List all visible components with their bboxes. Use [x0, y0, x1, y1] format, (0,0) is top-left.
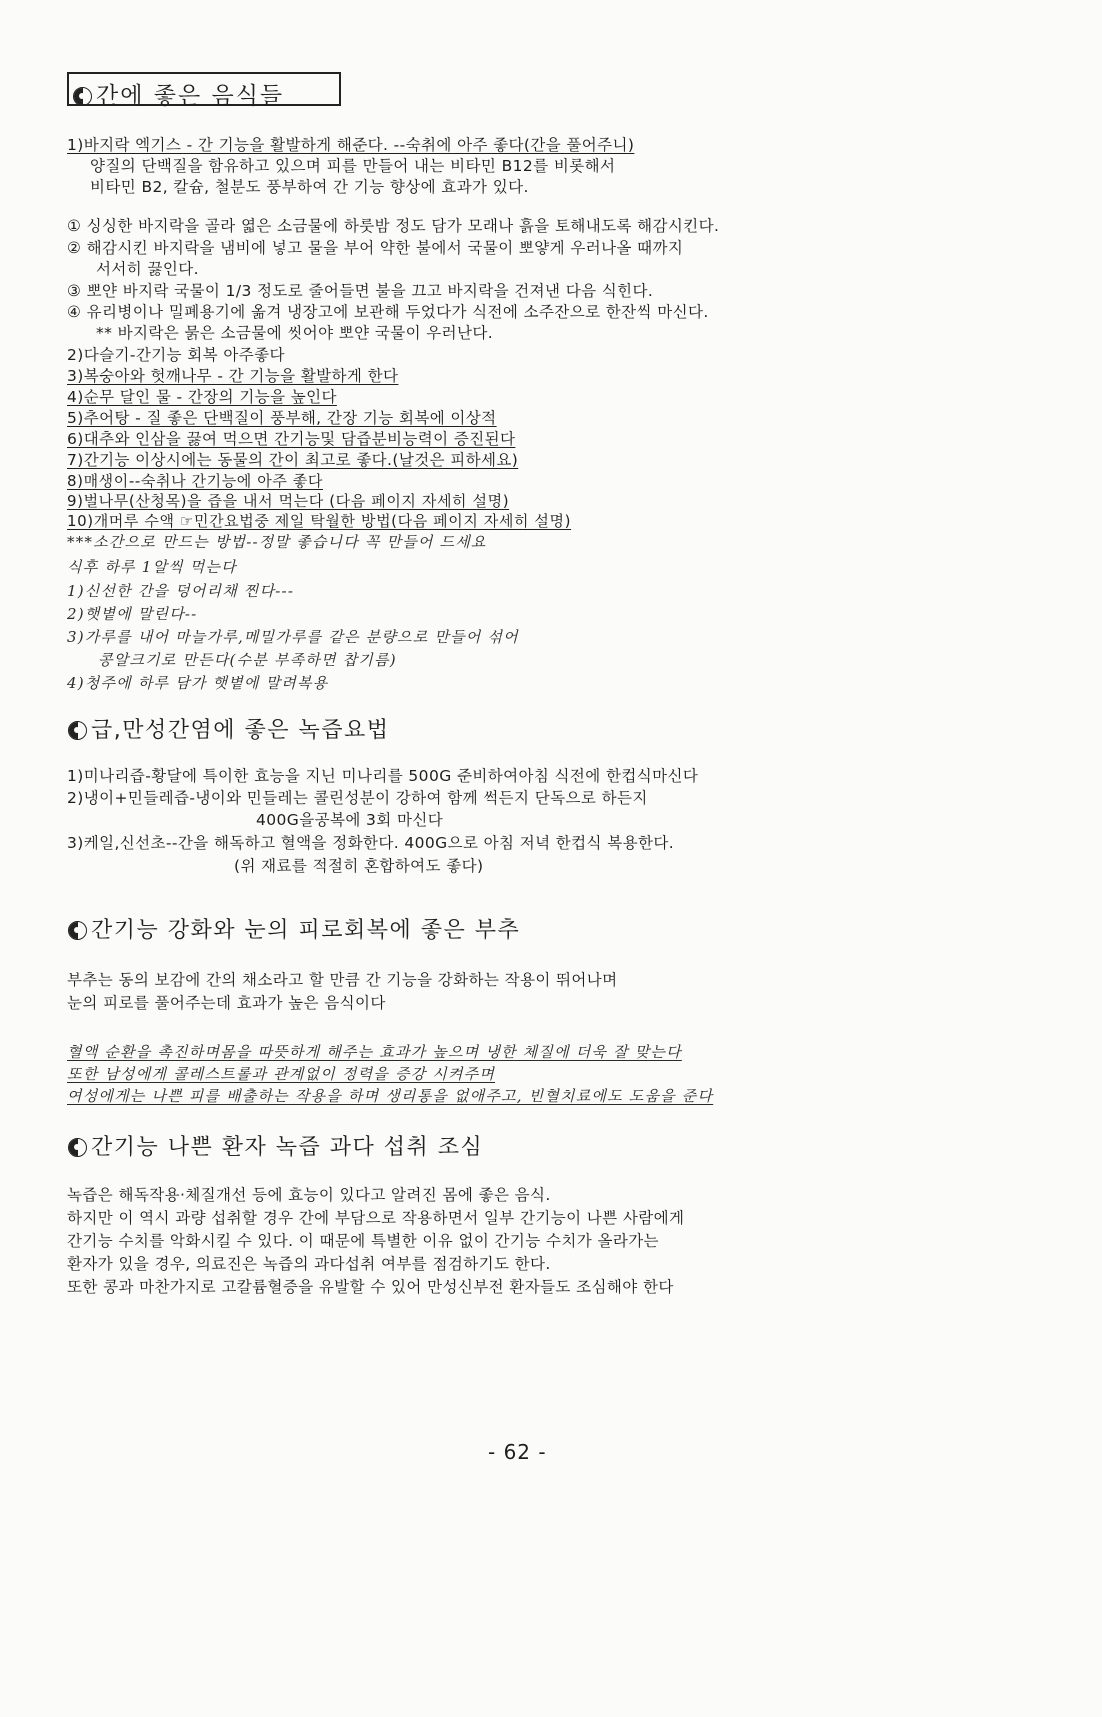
text-line: ③ 뽀얀 바지락 국물이 1/3 정도로 줄어들면 불을 끄고 바지락을 건져낸 다음 식힌다.: [67, 282, 654, 300]
text-line: 녹즙은 해독작용·체질개선 등에 효능이 있다고 알려진 몸에 좋은 음식.: [67, 1186, 551, 1204]
handwritten-line: 1)신선한 간을 덩어리채 찐다---: [67, 582, 295, 600]
yin-yang-icon: [68, 921, 87, 940]
text-line: ④ 유리병이나 밀폐용기에 옮겨 냉장고에 보관해 두었다가 식전에 소주잔으로 한잔씩 마신다.: [67, 303, 709, 321]
text-line: ② 해감시킨 바지락을 냄비에 넣고 물을 부어 약한 불에서 국물이 뽀얗게 우러나올 때까지: [67, 239, 684, 257]
text-line: 3)케일,신선초--간을 해독하고 혈액을 정화한다. 400G으로 아침 저녁 한컵식 복용한다.: [67, 834, 675, 852]
text-line: 하지만 이 역시 과량 섭취할 경우 간에 부담으로 작용하면서 일부 간기능이 나쁜 사람에게: [67, 1209, 685, 1227]
text-line: ① 싱싱한 바지락을 골라 엷은 소금물에 하룻밤 정도 담가 모래나 흙을 토해내도록 해감시킨다.: [67, 217, 720, 235]
text-line: 비타민 B2, 칼슘, 철분도 풍부하여 간 기능 향상에 효과가 있다.: [90, 178, 529, 196]
text-line: 10)개머루 수액 ☞민간요법중 제일 탁월한 방법(다음 페이지 자세히 설명): [67, 512, 572, 530]
handwritten-line: 3)가루를 내어 마늘가루,메밀가루를 같은 분량으로 만들어 섞어: [67, 628, 519, 646]
text-line: 눈의 피로를 풀어주는데 효과가 높은 음식이다: [67, 994, 386, 1012]
text-line: 1)미나리즙-황달에 특이한 효능을 지닌 미나리를 500G 준비하여아침 식전에 한컵식마신다: [67, 767, 699, 785]
text-line: (위 재료를 적절히 혼합하여도 좋다): [234, 857, 484, 875]
text-line: 3)복숭아와 헛깨나무 - 간 기능을 활발하게 한다: [67, 367, 399, 385]
text-line: 5)추어탕 - 질 좋은 단백질이 풍부해, 간장 기능 회복에 이상적: [67, 409, 497, 427]
section-heading: 간기능 나쁜 환자 녹즙 과다 섭취 조심: [68, 1130, 483, 1161]
handwritten-line: ***소간으로 만드는 방법--정말 좋습니다 꼭 만들어 드세요: [67, 533, 487, 551]
handwritten-line: 식후 하루 1알씩 먹는다: [67, 558, 237, 576]
section-heading: 급,만성간염에 좋은 녹즙요법: [68, 713, 390, 744]
handwritten-line: 콩알크기로 만든다(수분 부족하면 찹기름): [98, 651, 397, 669]
yin-yang-icon: [68, 721, 87, 740]
text-line: 2)다슬기-간기능 회복 아주좋다: [67, 346, 285, 364]
text-line: 서서히 끓인다.: [96, 260, 199, 278]
handwritten-line: 혈액 순환을 촉진하며몸을 따뜻하게 해주는 효과가 높으며 냉한 체질에 더욱 잘 맞는다: [67, 1043, 682, 1061]
handwritten-line: 2)햇볕에 말린다--: [67, 605, 198, 623]
text-line: 4)순무 달인 물 - 간장의 기능을 높인다: [67, 388, 337, 406]
text-line: 8)매생이--숙취나 간기능에 아주 좋다: [67, 472, 323, 490]
text-line: 부추는 동의 보감에 간의 채소라고 할 만큼 간 기능을 강화하는 작용이 뛰어나며: [67, 971, 618, 989]
yin-yang-icon: [73, 87, 92, 106]
page-number: - 62 -: [488, 1440, 547, 1464]
text-line: 양질의 단백질을 함유하고 있으며 피를 만들어 내는 비타민 B12를 비롯해서: [90, 157, 616, 175]
text-line: 1)바지락 엑기스 - 간 기능을 활발하게 해준다. --숙취에 아주 좋다(간을 풀어주니): [67, 136, 635, 154]
title: 간에 좋은 음식들: [73, 77, 284, 110]
text-line: 7)간기능 이상시에는 동물의 간이 최고로 좋다.(날것은 피하세요): [67, 451, 519, 469]
text-line: 400G을공복에 3회 마신다: [256, 811, 444, 829]
text-line: 환자가 있을 경우, 의료진은 녹즙의 과다섭취 여부를 점검하기도 한다.: [67, 1255, 551, 1273]
handwritten-line: 여성에게는 나쁜 피를 배출하는 작용을 하며 생리통을 없애주고, 빈혈치료에도 도움을 준다: [67, 1087, 714, 1105]
text-line: 또한 콩과 마찬가지로 고칼륨혈증을 유발할 수 있어 만성신부전 환자들도 조심해야 한다: [67, 1278, 674, 1296]
title-box: [67, 72, 341, 109]
handwritten-line: 또한 남성에게 콜레스트롤과 관계없이 정력을 증강 시켜주며: [67, 1065, 496, 1083]
yin-yang-icon: [68, 1138, 87, 1157]
text-line: 6)대추와 인삼을 끓여 먹으면 간기능및 담즙분비능력이 증진된다: [67, 430, 516, 448]
section-heading: 간기능 강화와 눈의 피로회복에 좋은 부추: [68, 913, 520, 944]
text-line: 9)벌나무(산청목)을 즙을 내서 먹는다 (다음 페이지 자세히 설명): [67, 492, 510, 510]
text-line: 2)냉이+민들레즙-냉이와 민들레는 콜린성분이 강하여 함께 썩든지 단독으로 하든지: [67, 789, 648, 807]
text-line: 간기능 수치를 악화시킬 수 있다. 이 때문에 특별한 이유 없이 간기능 수치가 올라가는: [67, 1232, 659, 1250]
handwritten-line: 4)청주에 하루 담가 햇볕에 말려복용: [67, 674, 329, 692]
text-line: ** 바지락은 묽은 소금물에 씻어야 뽀얀 국물이 우러난다.: [96, 324, 494, 342]
